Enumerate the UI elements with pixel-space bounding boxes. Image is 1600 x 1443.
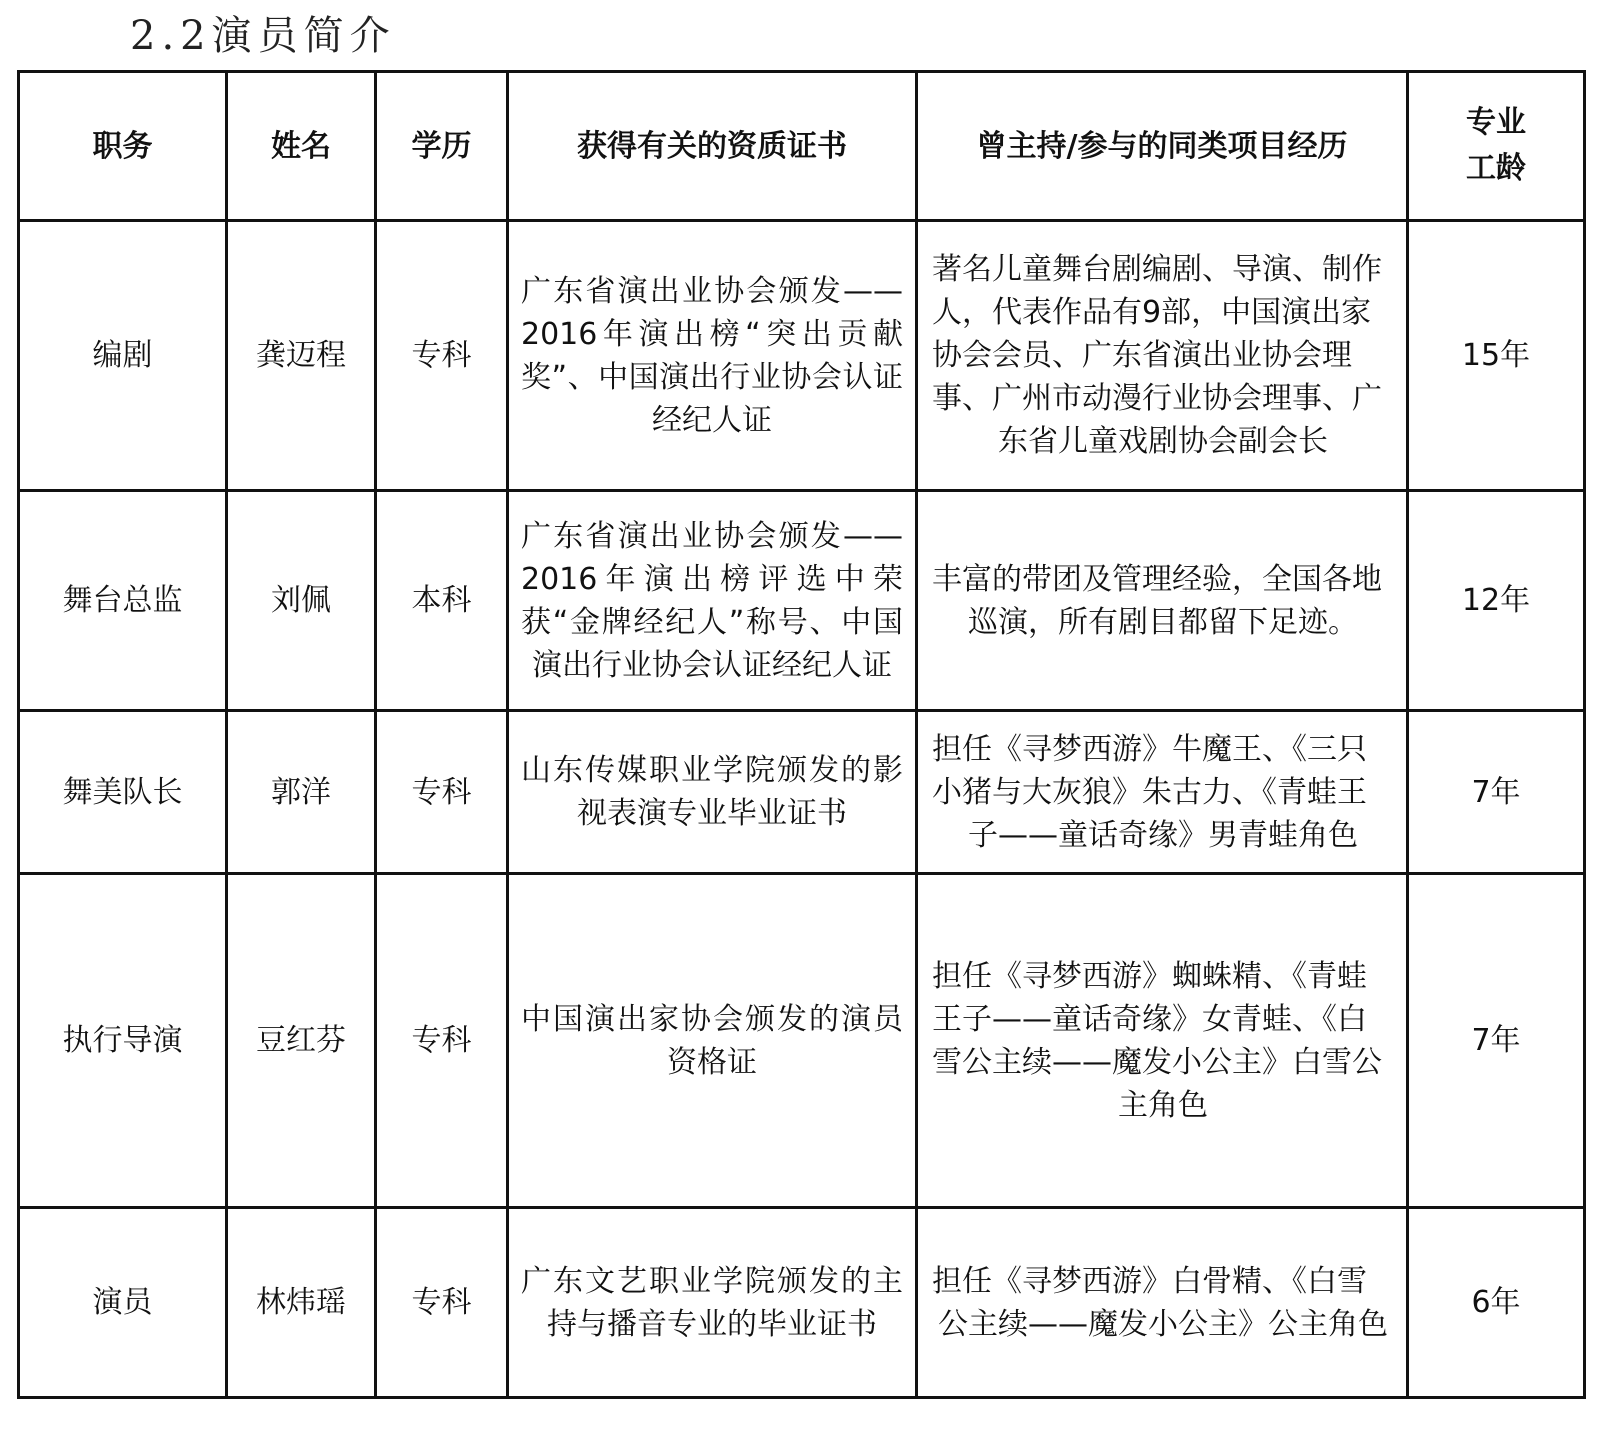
cell-education: 专科 (376, 221, 508, 491)
cell-name: 龚迈程 (227, 221, 376, 491)
header-role: 职务 (19, 72, 227, 221)
cell-education: 专科 (376, 711, 508, 874)
header-education: 学历 (376, 72, 508, 221)
cell-role: 演员 (19, 1208, 227, 1398)
table-row (19, 874, 1585, 1208)
cell-role: 执行导演 (19, 874, 227, 1208)
cell-certificates: 广东文艺职业学院颁发的主持与播音专业的毕业证书 (508, 1208, 917, 1398)
cell-years: 7年 (1408, 711, 1585, 874)
table-row (19, 1208, 1585, 1398)
cell-name: 郭洋 (227, 711, 376, 874)
cell-experience: 担任《寻梦西游》蜘蛛精、《青蛙王子——童话奇缘》女青蛙、《白雪公主续——魔发小公主》白雪公主角色 (917, 874, 1408, 1208)
cell-certificates: 中国演出家协会颁发的演员资格证 (508, 874, 917, 1208)
cell-experience: 著名儿童舞台剧编剧、导演、制作人，代表作品有9部，中国演出家协会会员、广东省演出业协会理事、广州市动漫行业协会理事、广东省儿童戏剧协会副会长 (917, 221, 1408, 491)
header-certificates: 获得有关的资质证书 (508, 72, 917, 221)
header-years-line1: 专业 (1466, 105, 1526, 140)
cell-years: 6年 (1408, 1208, 1585, 1398)
cell-role: 舞美队长 (19, 711, 227, 874)
header-experience: 曾主持/参与的同类项目经历 (917, 72, 1408, 221)
staff-table (17, 70, 1586, 1399)
header-name: 姓名 (227, 72, 376, 221)
cell-experience: 丰富的带团及管理经验，全国各地巡演，所有剧目都留下足迹。 (917, 491, 1408, 711)
cell-years: 15年 (1408, 221, 1585, 491)
cell-education: 本科 (376, 491, 508, 711)
cell-role: 编剧 (19, 221, 227, 491)
cell-certificates: 山东传媒职业学院颁发的影视表演专业毕业证书 (508, 711, 917, 874)
table-row (19, 221, 1585, 491)
cell-certificates: 广东省演出业协会颁发——2016年演出榜“突出贡献奖”、中国演出行业协会认证经纪人证 (508, 221, 917, 491)
cell-years: 7年 (1408, 874, 1585, 1208)
cell-education: 专科 (376, 1208, 508, 1398)
table-row (19, 491, 1585, 711)
cell-certificates: 广东省演出业协会颁发——2016年演出榜评选中荣获“金牌经纪人”称号、中国演出行业协会认证经纪人证 (508, 491, 917, 711)
cell-role: 舞台总监 (19, 491, 227, 711)
cell-name: 刘佩 (227, 491, 376, 711)
table-row (19, 711, 1585, 874)
cell-experience: 担任《寻梦西游》白骨精、《白雪公主续——魔发小公主》公主角色 (917, 1208, 1408, 1398)
table-header-row (19, 72, 1585, 221)
header-years (1408, 72, 1585, 221)
cell-experience: 担任《寻梦西游》牛魔王、《三只小猪与大灰狼》朱古力、《青蛙王子——童话奇缘》男青蛙角色 (917, 711, 1408, 874)
cell-name: 林炜瑶 (227, 1208, 376, 1398)
cell-name: 豆红芬 (227, 874, 376, 1208)
cell-years: 12年 (1408, 491, 1585, 711)
header-years-line2: 工龄 (1466, 151, 1526, 186)
cell-education: 专科 (376, 874, 508, 1208)
section-title: 2.2演员简介 (130, 13, 396, 59)
